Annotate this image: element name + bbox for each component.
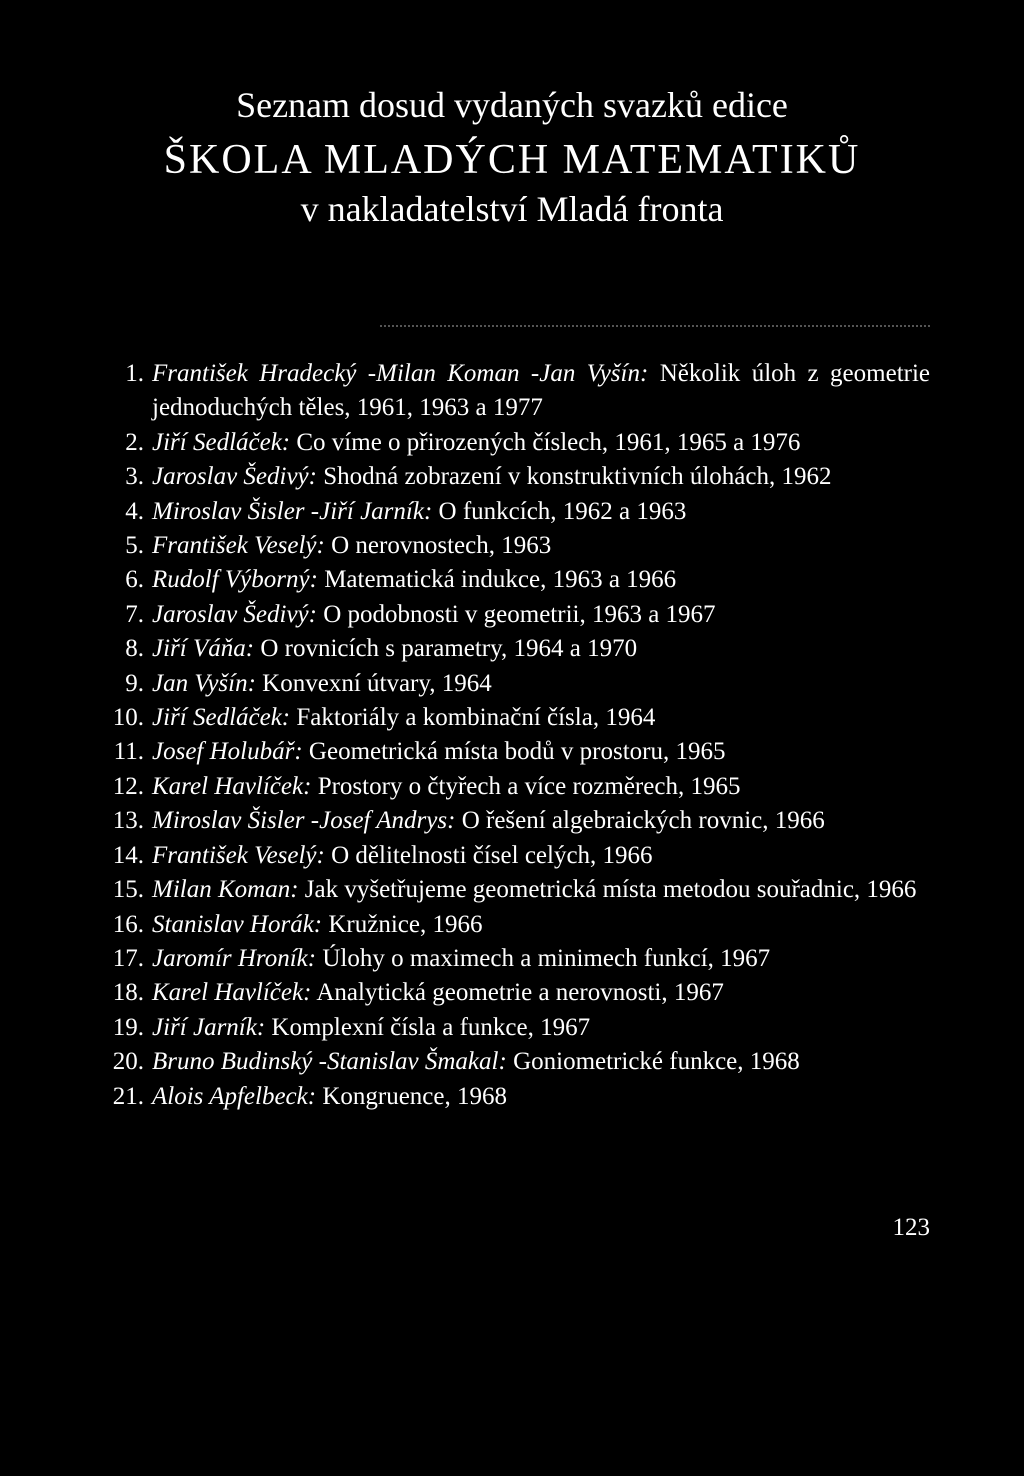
item-title: Faktoriály a kombinační čísla, 1964 xyxy=(296,704,656,732)
list-item xyxy=(100,804,930,838)
item-number: 11. xyxy=(113,738,144,766)
item-text xyxy=(152,804,930,838)
item-title: Kružnice, 1966 xyxy=(328,910,483,938)
list-item xyxy=(100,529,930,563)
item-number: 2. xyxy=(125,428,144,456)
item-text xyxy=(152,701,930,735)
item-title: Matematická indukce, 1963 a 1966 xyxy=(324,566,677,594)
item-title: Co víme o přirozených číslech, 1961, 1965 a 1976 xyxy=(296,428,801,456)
item-author: František Veselý: xyxy=(152,532,325,560)
item-author: Josef Holubář: xyxy=(152,738,303,766)
page-number: 123 xyxy=(892,1214,930,1241)
item-number: 1. xyxy=(125,360,144,387)
list-item xyxy=(100,908,930,942)
list-item xyxy=(100,1045,930,1079)
item-text xyxy=(152,632,930,666)
item-number: 19. xyxy=(112,1013,144,1041)
item-number: 18. xyxy=(112,979,144,1007)
item-number: 7. xyxy=(125,600,144,628)
item-title: O řešení algebraických rovnic, 1966 xyxy=(461,807,825,835)
item-title: Úlohy o maximech a minimech funkcí, 1967 xyxy=(322,944,771,972)
item-number: 15. xyxy=(112,876,144,904)
item-author: Alois Apfelbeck: xyxy=(152,1082,317,1110)
item-author: Bruno Budinský -Stanislav Šmakal: xyxy=(152,1048,507,1076)
list-item xyxy=(100,976,930,1010)
item-number: 8. xyxy=(125,635,144,663)
item-text xyxy=(152,1045,930,1079)
item-text xyxy=(152,598,930,632)
item-title: Geometrická místa bodů v prostoru, 1965 xyxy=(308,738,726,766)
list-item xyxy=(100,873,930,907)
publisher-line: v nakladatelství Mladá fronta xyxy=(300,189,724,229)
item-text xyxy=(152,873,930,907)
item-author: Jan Vyšín: xyxy=(152,669,256,697)
item-author: Miroslav Šisler -Jiří Jarník: xyxy=(152,497,433,525)
item-number: 14. xyxy=(112,841,144,869)
item-text xyxy=(152,529,930,563)
item-author: Jiří Sedláček: xyxy=(152,704,291,732)
item-text xyxy=(152,839,930,873)
list-item xyxy=(100,357,930,426)
item-text xyxy=(152,357,930,426)
list-item xyxy=(100,667,930,701)
item-title: Shodná zobrazení v konstruktivních úlohách, 1962 xyxy=(323,463,832,491)
item-author: Jaroslav Šedivý: xyxy=(152,463,317,491)
item-author: František Veselý: xyxy=(152,841,325,869)
item-title: O rovnicích s parametry, 1964 a 1970 xyxy=(260,635,638,663)
item-author: Rudolf Výborný: xyxy=(152,566,318,594)
item-number: 17. xyxy=(112,944,144,972)
item-number: 13. xyxy=(112,807,144,835)
series-name: ŠKOLA MLADÝCH MATEMATIKŮ xyxy=(163,137,861,183)
item-author: Miroslav Šisler -Josef Andrys: xyxy=(152,807,456,835)
item-title: O podobnosti v geometrii, 1963 a 1967 xyxy=(323,600,716,628)
item-title: Kongruence, 1968 xyxy=(322,1082,507,1110)
item-author: Karel Havlíček: xyxy=(152,979,312,1007)
dotted-separator xyxy=(380,325,930,327)
item-text xyxy=(152,426,930,460)
list-item xyxy=(100,495,930,529)
item-text xyxy=(152,1080,930,1114)
item-author: Milan Koman: xyxy=(152,876,299,904)
item-title: O dělitelnosti čísel celých, 1966 xyxy=(331,841,653,869)
item-number: 20. xyxy=(112,1048,144,1076)
item-number: 6. xyxy=(125,566,144,594)
item-number: 3. xyxy=(125,463,144,491)
item-author: Stanislav Horák: xyxy=(152,910,323,938)
item-number: 4. xyxy=(125,497,144,525)
item-title: Analytická geometrie a nerovnosti, 1967 xyxy=(316,979,724,1007)
list-item xyxy=(100,598,930,632)
item-title: O nerovnostech, 1963 xyxy=(331,532,552,560)
item-number: 12. xyxy=(112,772,144,800)
list-item xyxy=(100,735,930,769)
list-item xyxy=(100,1080,930,1114)
item-number: 16. xyxy=(112,910,144,938)
list-item xyxy=(100,563,930,597)
item-text xyxy=(152,908,930,942)
item-author: Karel Havlíček: xyxy=(152,772,312,800)
item-text xyxy=(152,1011,930,1045)
item-title: Několik úloh z geometrie jednoduchých těles, 1961, 1963 a 1977 xyxy=(152,360,931,422)
item-text xyxy=(152,460,930,494)
series-list-title: Seznam dosud vydaných svazků edice xyxy=(236,85,788,125)
item-text xyxy=(152,770,930,804)
item-number: 10. xyxy=(112,704,144,732)
volume-list xyxy=(100,357,930,1114)
item-author: Jiří Sedláček: xyxy=(152,428,291,456)
list-item xyxy=(100,426,930,460)
item-text xyxy=(152,735,930,769)
item-title: Goniometrické funkce, 1968 xyxy=(513,1048,800,1076)
item-title: Konvexní útvary, 1964 xyxy=(262,669,492,697)
item-author: František Hradecký -Milan Koman -Jan Vyšín: xyxy=(152,360,649,387)
item-author: Jaromír Hroník: xyxy=(152,944,317,972)
item-number: 5. xyxy=(125,532,144,560)
item-author: Jaroslav Šedivý: xyxy=(152,600,317,628)
item-text xyxy=(152,495,930,529)
list-item xyxy=(100,701,930,735)
list-item xyxy=(100,942,930,976)
item-number: 9. xyxy=(125,669,144,697)
item-title: Jak vyšetřujeme geometrická místa metodou souřadnic, 1966 xyxy=(304,876,917,904)
list-item xyxy=(100,460,930,494)
item-title: Prostory o čtyřech a více rozměrech, 1965 xyxy=(317,772,741,800)
list-item xyxy=(100,839,930,873)
list-item xyxy=(100,770,930,804)
item-text xyxy=(152,976,930,1010)
item-text xyxy=(152,563,930,597)
item-text xyxy=(152,667,930,701)
list-item xyxy=(100,632,930,666)
item-author: Jiří Váňa: xyxy=(152,635,255,663)
item-title: Komplexní čísla a funkce, 1967 xyxy=(271,1013,591,1041)
item-text xyxy=(152,942,930,976)
list-item xyxy=(100,1011,930,1045)
item-author: Jiří Jarník: xyxy=(152,1013,266,1041)
item-title: O funkcích, 1962 a 1963 xyxy=(438,497,687,525)
item-number: 21. xyxy=(112,1082,144,1110)
